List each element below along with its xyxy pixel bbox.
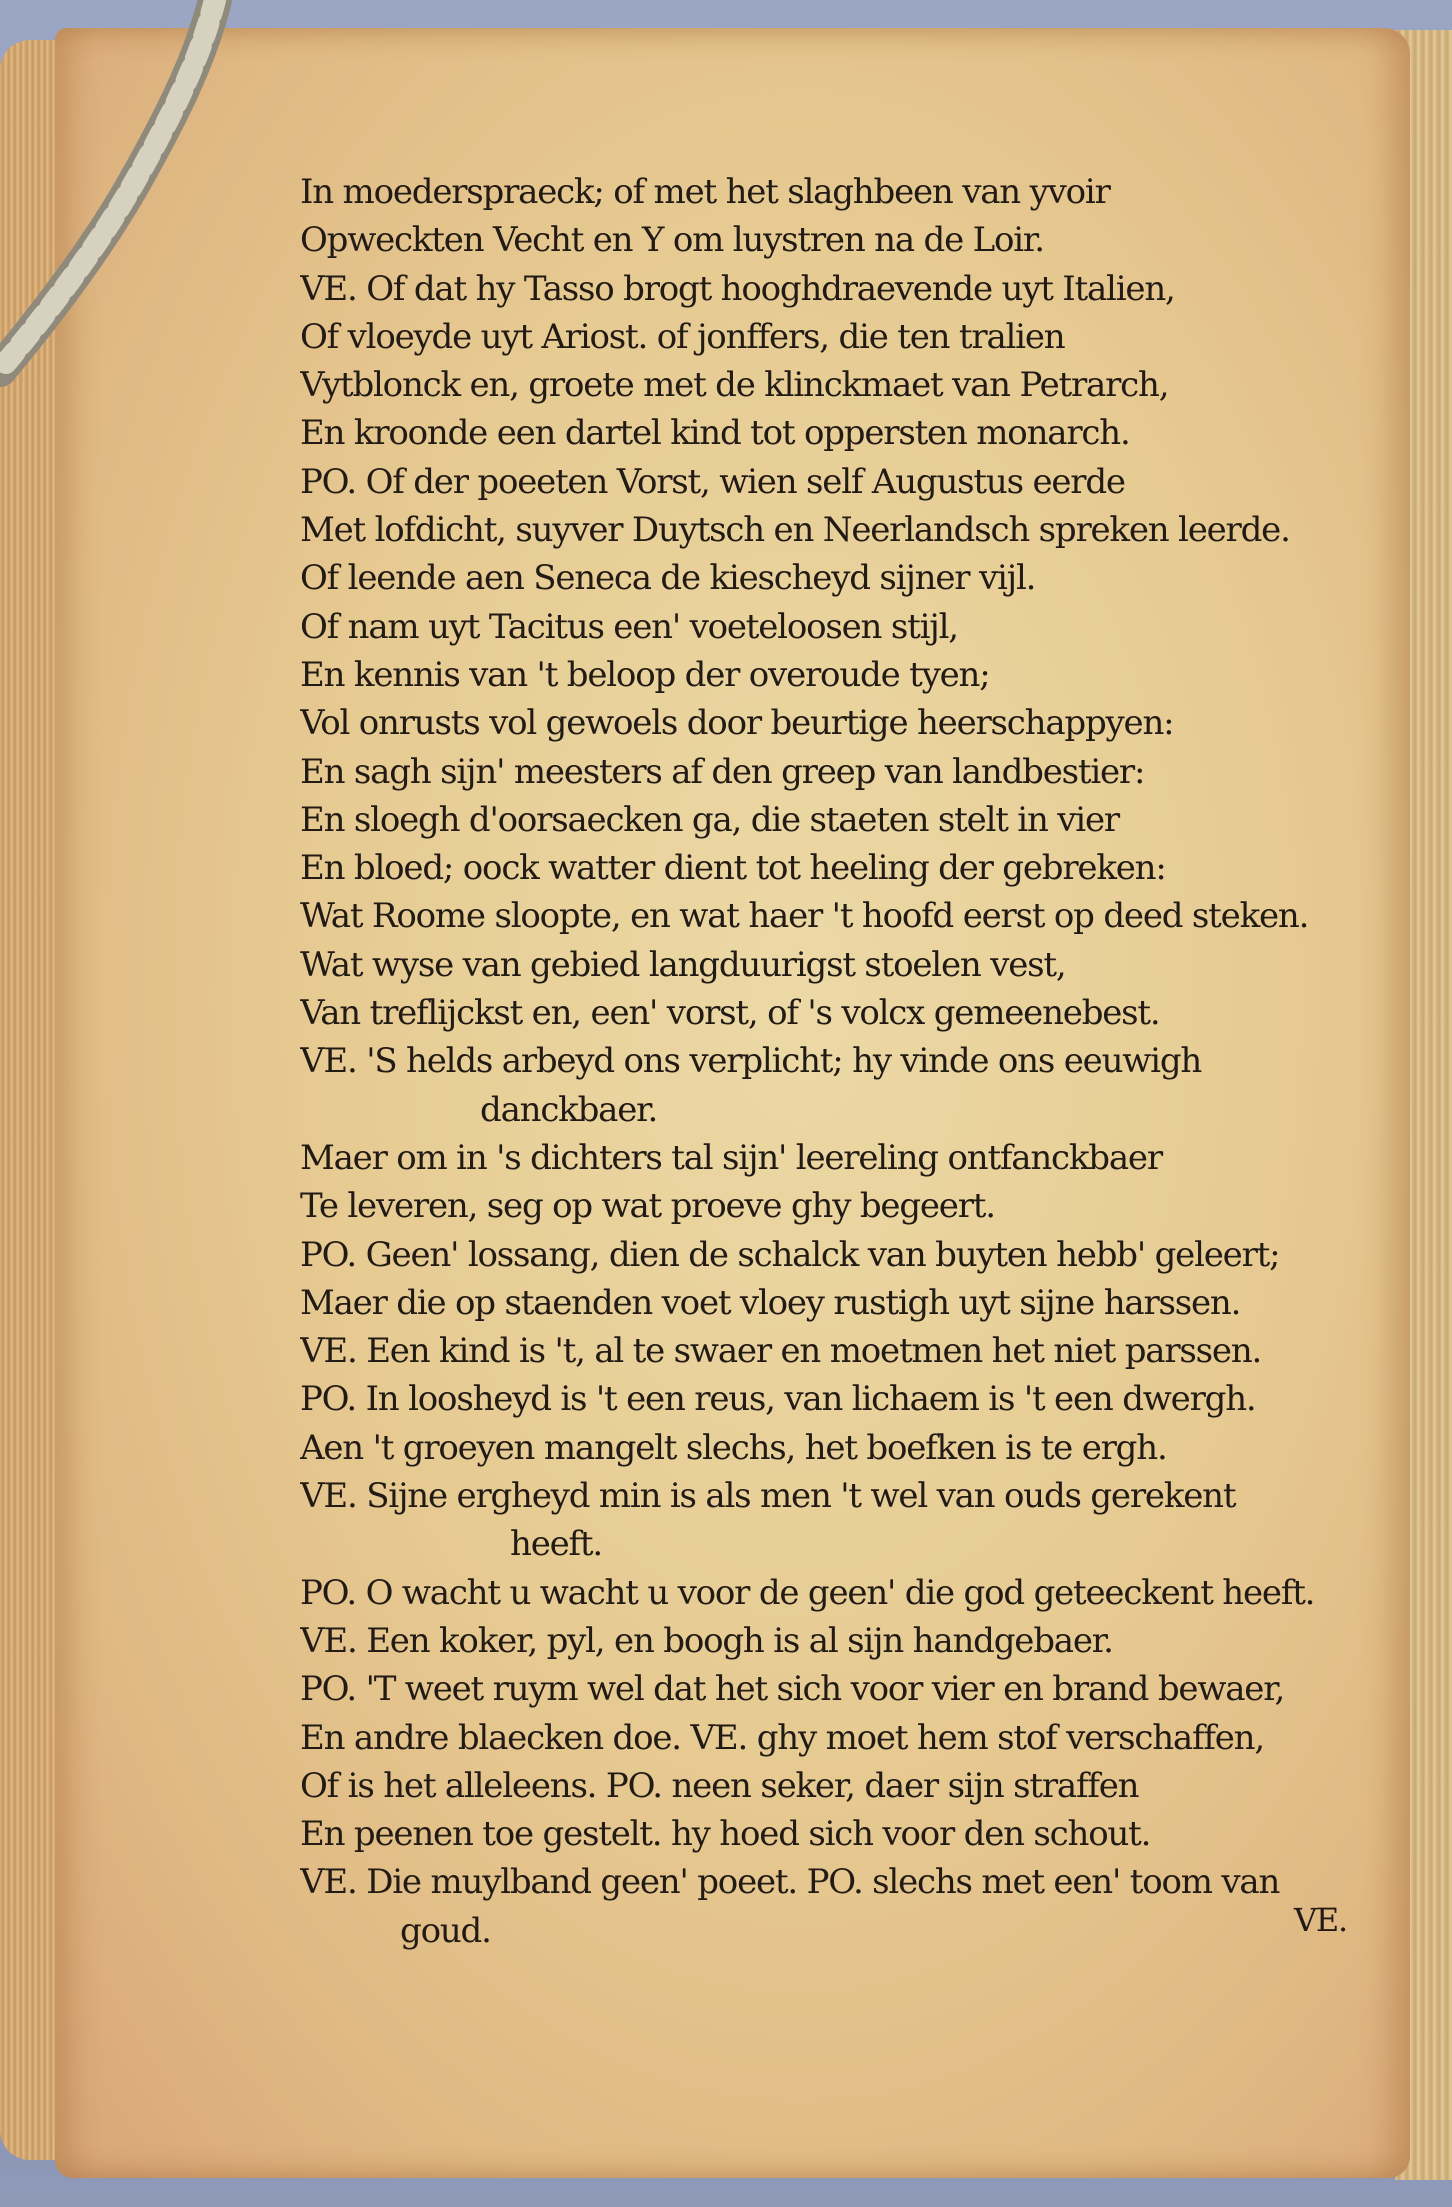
verse-line-continuation: heeft.	[510, 1524, 602, 1565]
verse-line: En sloegh d'oorsaecken ga, die staeten stelt in vier	[300, 799, 1119, 840]
verse-line: VE. Een koker, pyl, en boogh is al sijn handgebaer.	[300, 1620, 1113, 1661]
verse-line: Vytblonck en, groete met de klinckmaet van Petrarch,	[300, 365, 1169, 406]
verse-line: En sagh sijn' meesters af den greep van landbestier:	[300, 751, 1145, 792]
verse-line: Van treflijckst en, een' vorst, of 's volcx gemeenebest.	[300, 993, 1160, 1034]
verse-line: Of nam uyt Tacitus een' voeteloosen stijl,	[300, 606, 958, 647]
catchword: VE.	[1293, 1900, 1347, 1939]
verse-line: En andre blaecken doe. VE. ghy moet hem stof verschaffen,	[300, 1717, 1264, 1758]
verse-line: Of is het alleleens. PO. neen seker, daer sijn straffen	[300, 1765, 1139, 1806]
verse-text	[300, 168, 1385, 1955]
verse-line: En peenen toe gestelt. hy hoed sich voor den schout.	[300, 1814, 1151, 1855]
verse-line: Met lofdicht, suyver Duytsch en Neerlandsch spreken leerde.	[300, 510, 1290, 551]
verse-line: PO. Of der poeeten Vorst, wien self Augustus eerde	[300, 461, 1125, 502]
verse-line: VE. Die muylband geen' poeet. PO. slechs met een' toom van	[300, 1862, 1280, 1903]
verse-line: En bloed; oock watter dient tot heeling der gebreken:	[300, 848, 1166, 889]
verse-line: En kennis van 't beloop der overoude tyen;	[300, 654, 990, 695]
verse-line: Opweckten Vecht en Y om luystren na de Loir.	[300, 220, 1044, 261]
verse-line: Maer om in 's dichters tal sijn' leereling ontfanckbaer	[300, 1137, 1162, 1178]
verse-line: Maer die op staenden voet vloey rustigh uyt sijne harssen.	[300, 1282, 1241, 1323]
verse-line: VE. Of dat hy Tasso brogt hooghdraevende uyt Italien,	[300, 268, 1175, 309]
verse-line: Of vloeyde uyt Ariost. of jonffers, die ten tralien	[300, 316, 1065, 357]
verse-line: Wat wyse van gebied langduurigst stoelen vest,	[300, 944, 1066, 985]
verse-line: PO. In loosheyd is 't een reus, van lichaem is 't een dwergh.	[300, 1379, 1256, 1420]
verse-line: PO. O wacht u wacht u voor de geen' die god geteeckent heeft.	[300, 1572, 1315, 1613]
verse-line: VE. 'S helds arbeyd ons verplicht; hy vinde ons eeuwigh	[300, 1041, 1202, 1082]
verse-line: Aen 't groeyen mangelt slechs, het boefken is te ergh.	[300, 1427, 1167, 1468]
verse-line: PO. 'T weet ruym wel dat het sich voor vier en brand bewaer,	[300, 1669, 1285, 1710]
verse-line: PO. Geen' lossang, dien de schalck van buyten hebb' geleert;	[300, 1234, 1280, 1275]
verse-line: Wat Roome sloopte, en wat haer 't hoofd eerst op deed steken.	[300, 896, 1309, 937]
verse-line-continuation: goud.	[400, 1910, 491, 1951]
last-line-row	[300, 1900, 1385, 1955]
verse-line-continuation: danckbaer.	[480, 1089, 658, 1130]
verse-line: VE. Sijne ergheyd min is als men 't wel van ouds gerekent	[300, 1476, 1236, 1517]
verse-line: Vol onrusts vol gewoels door beurtige heerschappyen:	[300, 703, 1174, 744]
verse-line: Te leveren, seg op wat proeve ghy begeert.	[300, 1186, 995, 1227]
bookmark-ribbon-icon	[0, 0, 240, 420]
verse-line: Of leende aen Seneca de kiescheyd sijner vijl.	[300, 558, 1036, 599]
verse-line: En kroonde een dartel kind tot oppersten monarch.	[300, 413, 1130, 454]
verse-line: In moederspraeck; of met het slaghbeen van yvoir	[300, 172, 1110, 212]
verse-line: VE. Een kind is 't, al te swaer en moetmen het niet parssen.	[300, 1331, 1262, 1372]
